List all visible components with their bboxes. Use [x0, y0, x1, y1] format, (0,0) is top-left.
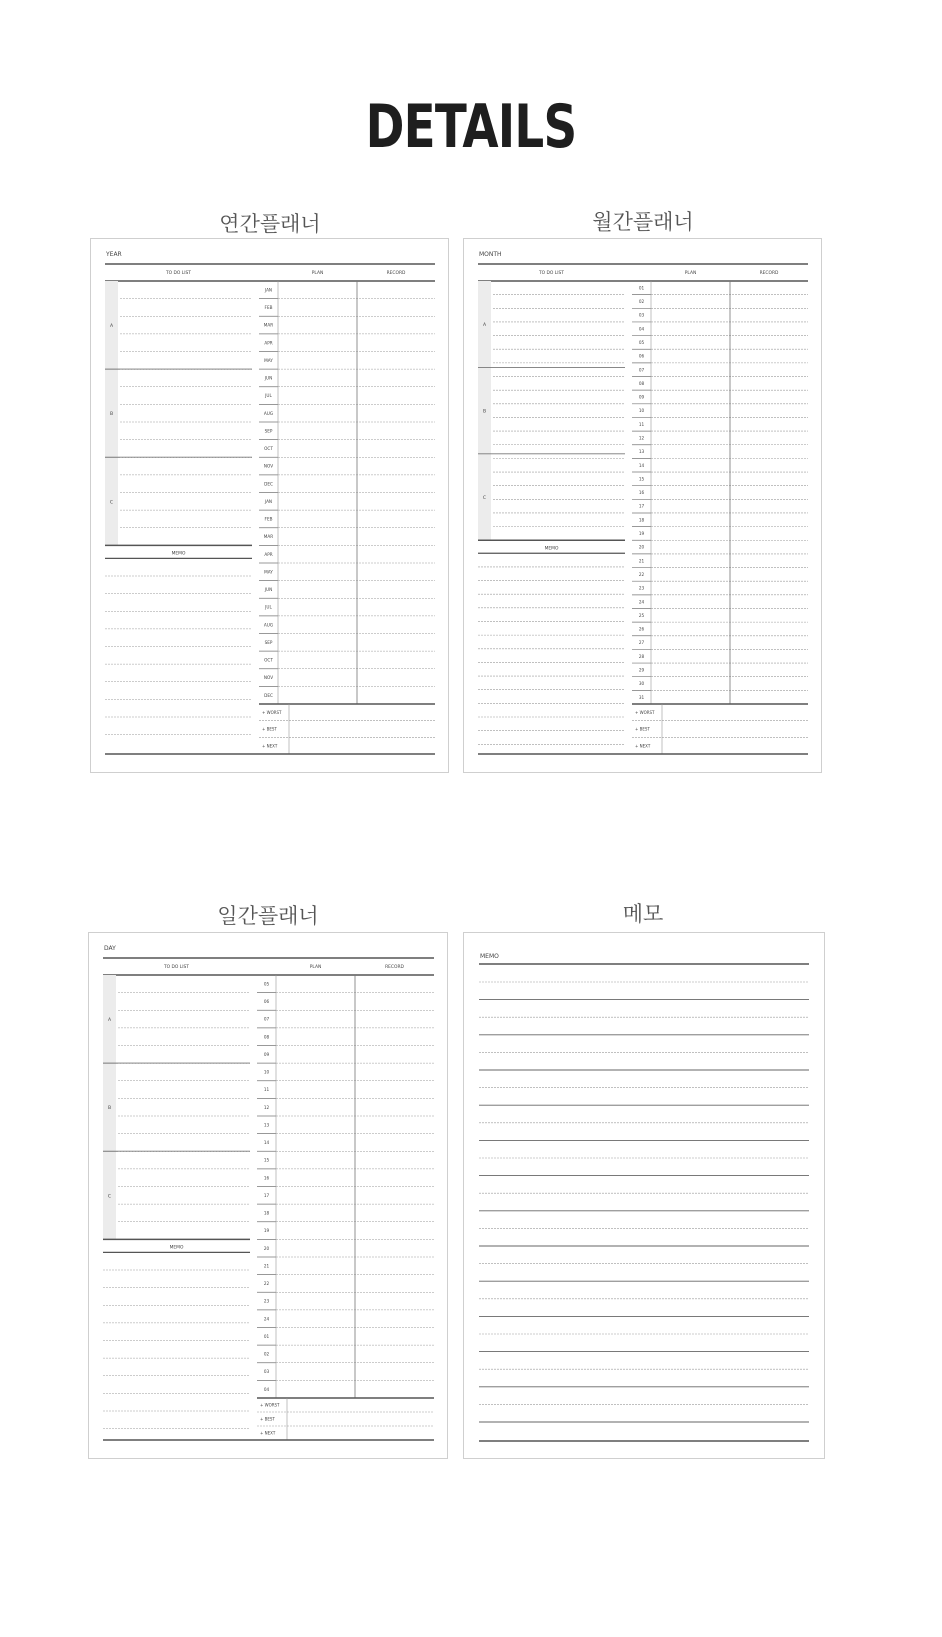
todo-column-header: TO DO LIST	[164, 965, 189, 970]
row-number-label: 03	[263, 1369, 270, 1375]
row-number-label: 05	[638, 340, 645, 346]
row-number-label: OCT	[264, 446, 273, 452]
row-number-label: AUG	[263, 622, 274, 628]
row-number-label: SEP	[264, 428, 273, 434]
row-number-label: 02	[263, 1351, 270, 1357]
row-number-label: 30	[638, 681, 645, 687]
row-number-label: JAN	[264, 287, 273, 293]
caption-year-planner: 연간플래너	[219, 212, 321, 236]
row-number-label: 08	[263, 1034, 270, 1040]
plan-column-header: PLAN	[311, 271, 324, 276]
row-number-label: FEB	[264, 305, 273, 311]
row-number-label: DEC	[264, 481, 273, 487]
plan-column-header: PLAN	[309, 965, 322, 970]
row-number-label: 15	[638, 476, 645, 482]
row-number-label: 19	[263, 1228, 270, 1234]
row-number-label: 13	[638, 449, 645, 455]
row-number-label: 22	[263, 1281, 270, 1287]
row-number-label: MAR	[263, 534, 274, 540]
row-number-label: 07	[638, 367, 645, 373]
footer-label: + NEXT	[262, 743, 278, 749]
row-number-label: 05	[263, 981, 270, 987]
memo-label: MEMO	[169, 1245, 184, 1251]
year-planner-svg	[91, 239, 448, 772]
row-number-label: 17	[263, 1192, 270, 1198]
row-number-label: 24	[638, 599, 645, 605]
row-number-label: 09	[638, 394, 645, 400]
year-header-label: YEAR	[106, 251, 122, 258]
row-number-label: 27	[638, 640, 645, 646]
group-label: A	[107, 1018, 112, 1024]
row-number-label: 31	[638, 694, 645, 700]
day-planner-sheet	[88, 932, 448, 1459]
row-number-label: 09	[263, 1051, 270, 1057]
row-number-label: 22	[638, 571, 645, 577]
row-number-label: 28	[638, 653, 645, 659]
row-number-label: 04	[263, 1386, 270, 1392]
row-number-label: 18	[263, 1210, 270, 1216]
row-number-label: JUL	[265, 604, 272, 610]
row-number-label: 25	[638, 612, 645, 618]
row-number-label: MAR	[263, 322, 274, 328]
row-number-label: 29	[638, 667, 645, 673]
group-label: C	[109, 500, 114, 506]
memo-label: MEMO	[544, 546, 559, 552]
row-number-label: 26	[638, 626, 645, 632]
day-planner-svg	[89, 933, 447, 1458]
row-number-label: AUG	[263, 410, 274, 416]
row-number-label: 11	[263, 1087, 270, 1093]
row-number-label: OCT	[264, 657, 273, 663]
row-number-label: 06	[638, 353, 645, 359]
caption-memo: 메모	[622, 902, 664, 926]
row-number-label: APR	[264, 551, 273, 557]
row-number-label: 12	[263, 1104, 270, 1110]
row-number-label: NOV	[263, 675, 274, 681]
row-number-label: 02	[638, 299, 645, 305]
month-planner-sheet	[463, 238, 822, 773]
row-number-label: 10	[638, 408, 645, 414]
row-number-label: 01	[638, 285, 645, 291]
row-number-label: MAY	[264, 569, 273, 575]
month-header-label: MONTH	[479, 251, 502, 258]
group-label: B	[482, 409, 487, 415]
row-number-label: DEC	[264, 692, 273, 698]
todo-column-header: TO DO LIST	[166, 271, 191, 276]
row-number-label: 15	[263, 1157, 270, 1163]
row-number-label: 07	[263, 1016, 270, 1022]
row-number-label: 11	[638, 421, 645, 427]
todo-column-header: TO DO LIST	[539, 271, 564, 276]
row-number-label: 16	[263, 1175, 270, 1181]
memo-sheet	[463, 932, 825, 1459]
memo-header-label: MEMO	[480, 953, 499, 960]
footer-label: + BEST	[260, 1416, 275, 1422]
row-number-label: SEP	[264, 639, 273, 645]
row-number-label: 21	[263, 1263, 270, 1269]
page-title: DETAILS	[365, 92, 577, 162]
record-column-header: RECORD	[385, 965, 404, 970]
memo-label: MEMO	[171, 551, 186, 557]
row-number-label: 10	[263, 1069, 270, 1075]
row-number-label: 03	[638, 312, 645, 318]
memo-page-svg	[464, 933, 824, 1458]
row-number-label: 01	[263, 1333, 270, 1339]
row-number-label: NOV	[263, 463, 274, 469]
row-number-label: 12	[638, 435, 645, 441]
footer-label: + WORST	[260, 1402, 280, 1408]
row-number-label: 08	[638, 380, 645, 386]
row-number-label: JAN	[264, 498, 273, 504]
footer-label: + BEST	[262, 726, 277, 732]
group-label: C	[482, 496, 487, 502]
row-number-label: 18	[638, 517, 645, 523]
row-number-label: 23	[263, 1298, 270, 1304]
row-number-label: 17	[638, 503, 645, 509]
caption-day-planner: 일간플래너	[217, 904, 319, 928]
row-number-label: 20	[638, 544, 645, 550]
row-number-label: 13	[263, 1122, 270, 1128]
row-number-label: JUL	[265, 393, 272, 399]
footer-label: + NEXT	[635, 743, 651, 749]
group-label: A	[482, 323, 487, 329]
row-number-label: 21	[638, 558, 645, 564]
row-number-label: 16	[638, 490, 645, 496]
footer-label: + WORST	[262, 709, 282, 715]
row-number-label: JUN	[264, 375, 273, 381]
row-number-label: JUN	[264, 587, 273, 593]
row-number-label: 06	[263, 999, 270, 1005]
row-number-label: 20	[263, 1245, 270, 1251]
group-label: B	[107, 1106, 112, 1112]
row-number-label: 14	[263, 1140, 270, 1146]
month-planner-svg	[464, 239, 821, 772]
row-number-label: MAY	[264, 357, 273, 363]
group-label: A	[109, 324, 114, 330]
footer-label: + NEXT	[260, 1430, 276, 1436]
group-label: B	[109, 412, 114, 418]
row-number-label: 24	[263, 1316, 270, 1322]
row-number-label: FEB	[264, 516, 273, 522]
row-number-label: 23	[638, 585, 645, 591]
footer-label: + BEST	[635, 726, 650, 732]
group-label: C	[107, 1194, 112, 1200]
row-number-label: APR	[264, 340, 273, 346]
row-number-label: 04	[638, 326, 645, 332]
row-number-label: 14	[638, 462, 645, 468]
plan-column-header: PLAN	[684, 271, 697, 276]
year-planner-sheet	[90, 238, 449, 773]
record-column-header: RECORD	[759, 271, 779, 276]
footer-label: + WORST	[635, 709, 655, 715]
day-header-label: DAY	[104, 945, 116, 952]
row-number-label: 19	[638, 531, 645, 537]
caption-month-planner: 월간플래너	[592, 210, 694, 234]
record-column-header: RECORD	[386, 271, 406, 276]
